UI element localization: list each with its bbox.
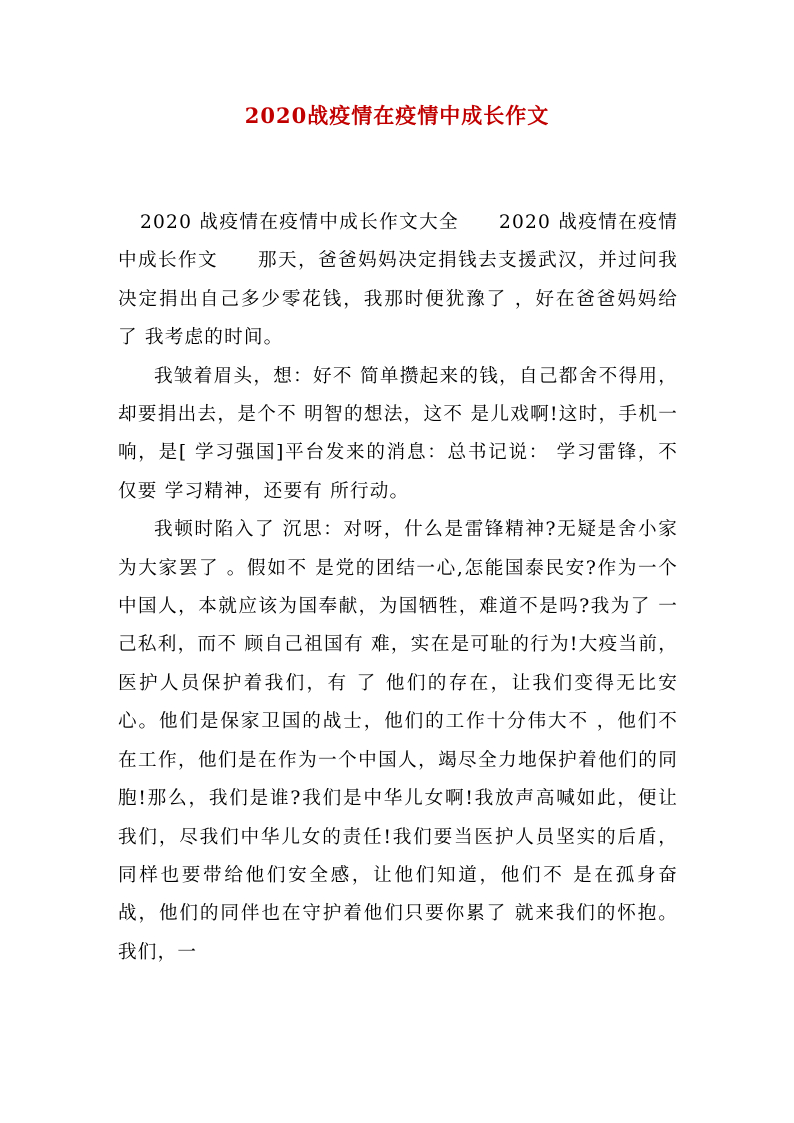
paragraph-2: 我皱着眉头，想：好不 简单攒起来的钱，自己都舍不得用，却要捐出去，是个不 明智的想法，这不 是儿戏啊!这时，手机一响，是[ 学习强国]平台发来的消息：总书记说： 学习雷锋，不 仅要 学习精神，还要有 所行动。 bbox=[118, 365, 678, 502]
document-title: 2020战疫情在疫情中成长作文 bbox=[244, 103, 550, 128]
document-body bbox=[118, 204, 678, 972]
paragraph-3: 我顿时陷入了 沉思：对呀，什么是雷锋精神?无疑是舍小家为大家罢了 。假如不 是党的团结一心,怎能国泰民安?作为一个中国人，本就应该为国奉献，为国牺牲，难道不是吗?我为了 一己私利，而不 顾自己祖国有 难，实在是可耻的行为!大疫当前，医护人员保护着我们，有 了 他们的存在，让我们变得无比安心。他们是保家卫国的战士，他们的工作十分伟大不 ，他们不 在工作，他们是在作为一个中国人，竭尽全力地保护着他们的同胞!那么，我们是谁?我们是中华儿女啊!我放声高喊如此，便让我们，尽我们中华儿女的责任!我们要当医护人员坚实的后盾，同样也要带给他们安全感，让他们知道，他们不 是在孤身奋战，他们的同伴也在守护着他们只要你累了 就来我们的怀抱。我们，一 bbox=[118, 519, 678, 963]
paragraph-1: 2020 战疫情在疫情中成长作文大全 2020 战疫情在疫情中成长作文 那天，爸爸妈妈决定捐钱去支援武汉，并过问我决定捐出自己多少零花钱，我那时便犹豫了 ，好在爸爸妈妈给了 我考虑的时间。 bbox=[118, 212, 678, 349]
